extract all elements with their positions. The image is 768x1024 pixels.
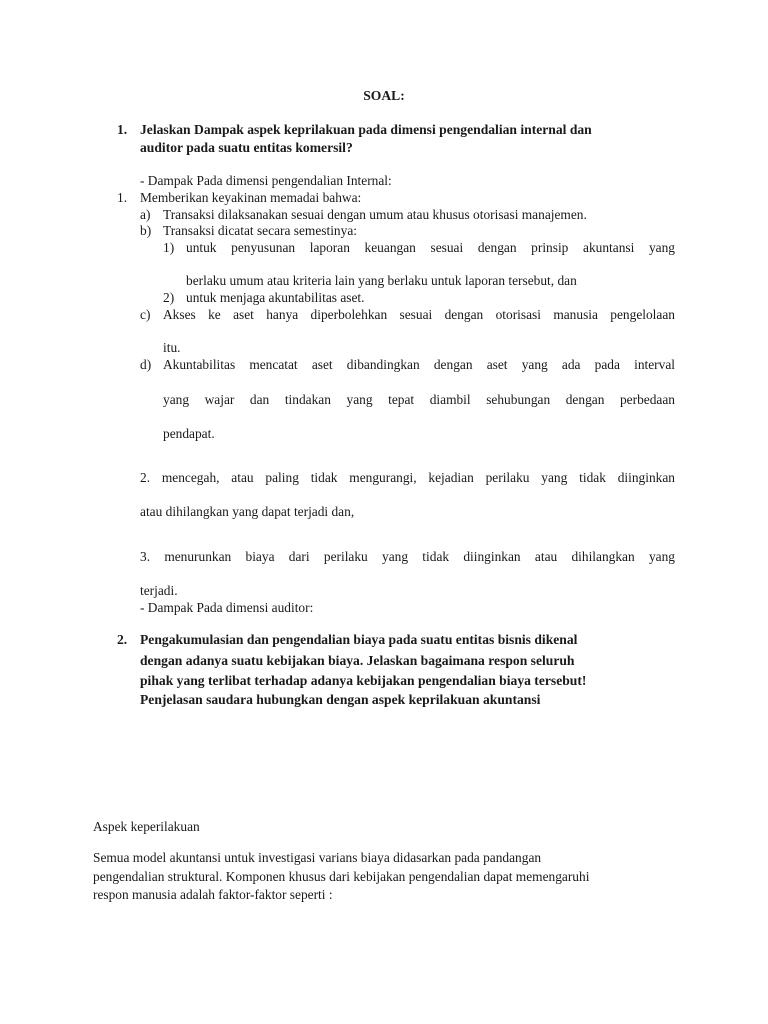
item-b1-label: 1) <box>163 240 175 255</box>
heading-internal: - Dampak Pada dimensi pengendalian Internal: <box>140 173 392 188</box>
item-b-text: Transaksi dicatat secara semestinya: <box>163 223 357 238</box>
paragraph-3-line-2: terjadi. <box>140 583 178 598</box>
item-a-label: a) <box>140 207 151 222</box>
question-2-line-1: Pengakumulasian dan pengendalian biaya pada suatu entitas bisnis dikenal <box>140 632 578 647</box>
question-1-number: 1. <box>117 122 128 137</box>
item-c-label: c) <box>140 307 151 322</box>
question-2-line-3: pihak yang terlibat terhadap adanya kebijakan pengendalian biaya tersebut! <box>140 673 587 688</box>
item-c-line-1: Akses ke aset hanya diperbolehkan sesuai dengan otorisasi manusia pengelolaan <box>163 307 675 322</box>
question-1-line-1: Jelaskan Dampak aspek keprilakuan pada dimensi pengendalian internal dan <box>140 122 592 137</box>
item-b1-line-2: berlaku umum atau kriteria lain yang berlaku untuk laporan tersebut, dan <box>186 273 577 288</box>
item-c-line-2: itu. <box>163 340 181 355</box>
item-a-text: Transaksi dilaksanakan sesuai dengan umum atau khusus otorisasi manajemen. <box>163 207 587 222</box>
item-b1-line-1: untuk penyusunan laporan keuangan sesuai dengan prinsip akuntansi yang <box>186 240 675 255</box>
item-1-number: 1. <box>117 190 128 205</box>
paragraph-3-line-1: 3. menurunkan biaya dari perilaku yang tidak diinginkan atau dihilangkan yang <box>140 549 675 564</box>
item-1-text: Memberikan keyakinan memadai bahwa: <box>140 190 362 205</box>
answer-2-line-3: respon manusia adalah faktor-faktor seperti : <box>93 887 333 902</box>
item-d-line-1: Akuntabilitas mencatat aset dibandingkan dengan aset yang ada pada interval <box>163 357 675 372</box>
item-b-label: b) <box>140 223 152 238</box>
answer-2-line-1: Semua model akuntansi untuk investigasi varians biaya didasarkan pada pandangan <box>93 850 542 865</box>
paragraph-2-line-1: 2. mencegah, atau paling tidak mengurangi, kejadian perilaku yang tidak diinginkan <box>140 470 675 485</box>
question-2-line-4: Penjelasan saudara hubungkan dengan aspek keprilakuan akuntansi <box>140 692 541 707</box>
heading-auditor: - Dampak Pada dimensi auditor: <box>140 600 314 615</box>
item-b2-text: untuk menjaga akuntabilitas aset. <box>186 290 365 305</box>
item-d-label: d) <box>140 357 152 372</box>
answer-2-line-2: pengendalian struktural. Komponen khusus dari kebijakan pengendalian dapat memengaruhi <box>93 869 590 884</box>
item-d-line-2: yang wajar dan tindakan yang tepat diambil sehubungan dengan perbedaan <box>163 392 675 407</box>
paragraph-2-line-2: atau dihilangkan yang dapat terjadi dan, <box>140 504 355 519</box>
item-d-line-3: pendapat. <box>163 426 215 441</box>
question-1-line-2: auditor pada suatu entitas komersil? <box>140 140 353 155</box>
page-title: SOAL: <box>363 88 405 103</box>
item-b2-label: 2) <box>163 290 175 305</box>
question-2-number: 2. <box>117 632 128 647</box>
question-2-line-2: dengan adanya suatu kebijakan biaya. Jelaskan bagaimana respon seluruh <box>140 653 575 668</box>
answer-2-heading: Aspek keperilakuan <box>93 819 200 834</box>
